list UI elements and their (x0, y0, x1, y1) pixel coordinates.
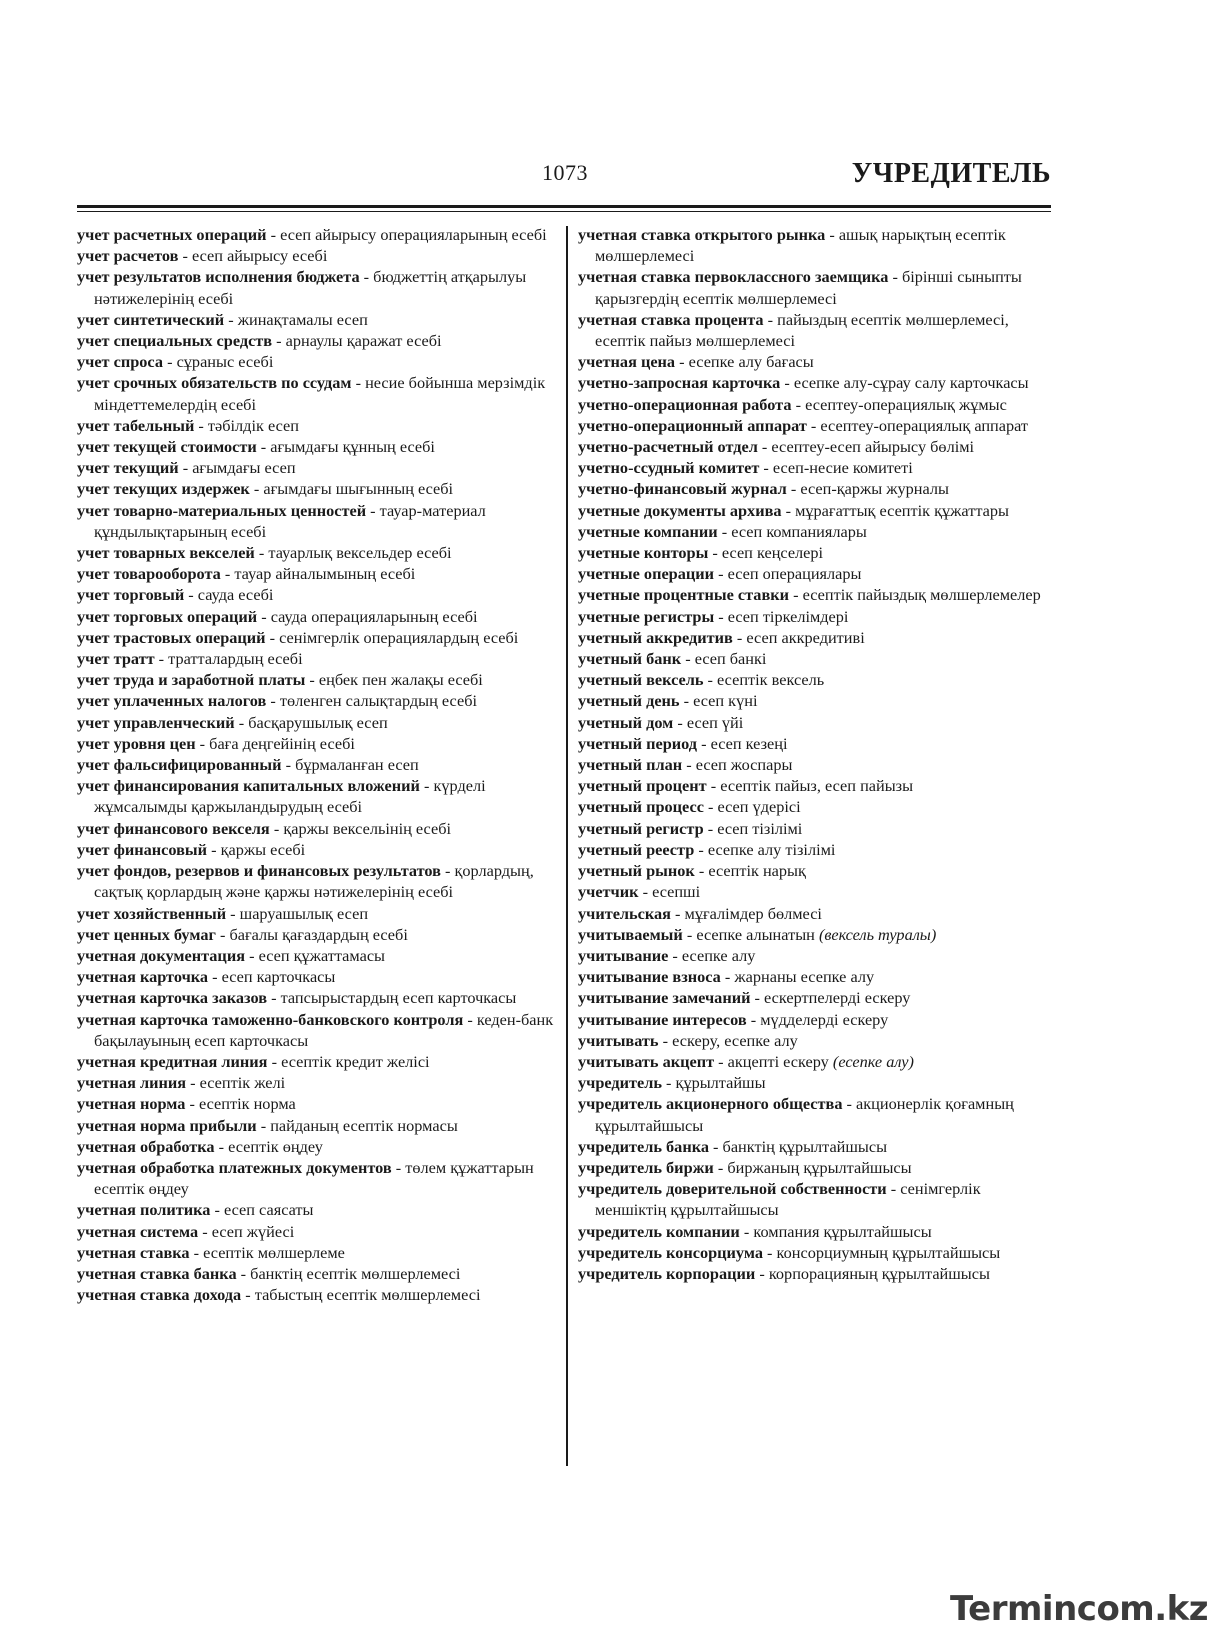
entry-term: учет текущих издержек (77, 479, 250, 499)
entry-term: учетный банк (578, 649, 682, 669)
entry-definition: есеп-қаржы журналы (800, 479, 949, 499)
entry-definition: есептеу-операциялық аппарат (820, 415, 1029, 435)
entry-term: учет управленческий (77, 712, 235, 732)
dictionary-entry: учетная документация - есеп құжаттамасы (77, 945, 385, 965)
dictionary-entry: учредитель - құрылтайшы (578, 1073, 766, 1093)
dictionary-entry: учет расчетных операций - есеп айырысу операцияларының есебі (77, 225, 547, 244)
dictionary-entry: учет финансового векселя - қаржы вексельінің есебі (77, 818, 452, 838)
dictionary-entry: учредитель компании - компания құрылтайшысы (578, 1221, 932, 1241)
entry-term: учетная кредитная линия (77, 1051, 268, 1071)
entry-definition: табыстың есептік мөлшерлемесі (254, 1285, 481, 1305)
entry-definition: тауар-материал құндылықтарының есебі (94, 500, 486, 541)
dictionary-entry: учет товарных векселей - тауарлық вексельдер есебі (77, 543, 452, 563)
entry-term: учетная ставка банка (77, 1263, 237, 1283)
entry-term: учредитель корпорации (578, 1263, 756, 1283)
dictionary-entry: учетно-операционная работа - есептеу-операциялық жұмыс (578, 394, 1007, 414)
entry-definition: есептеу-операциялық жұмыс (805, 394, 1007, 414)
entry-definition: ағымдағы есеп (192, 458, 296, 478)
dictionary-entry: учетная обработка платежных документов - төлем құжаттарын есептік өңдеу (77, 1157, 534, 1199)
entry-term: учредитель доверительной собственности (578, 1179, 887, 1199)
dictionary-entry: учет торговый - сауда есебі (77, 585, 274, 605)
dictionary-entry: учетно-запросная карточка - есепке алу-сұрау салу карточкасы (578, 373, 1029, 393)
entry-definition: төлем құжаттарын есептік өңдеу (94, 1157, 534, 1199)
dictionary-entry: учетные операции - есеп операциялары (578, 564, 862, 584)
entry-definition: есеп тіркелімдері (727, 606, 849, 626)
entry-definition: басқарушылық есеп (248, 712, 388, 732)
dictionary-entry: учитывание взноса - жарнаны есепке алу (578, 967, 875, 987)
dictionary-entry: учредитель консорциума - консорциумның құрылтайшысы (578, 1242, 1001, 1262)
entry-definition: ескертпелерді ескеру (764, 988, 911, 1008)
entry-term: учетная ставка дохода (77, 1285, 242, 1305)
entry-term: учетная система (77, 1221, 199, 1241)
entry-term: учет тратт (77, 649, 155, 669)
entry-definition: шаруашылық есеп (239, 903, 369, 923)
entry-definition: есепші (652, 882, 701, 902)
entry-definition: арнаулы қаражат есебі (285, 331, 442, 351)
entry-term: учительская (578, 903, 671, 923)
dictionary-entry: учет трастовых операций - сенімгерлік операциялардың есебі (77, 627, 519, 647)
entry-definition: есепке алу-сұрау салу карточкасы (793, 373, 1029, 393)
entry-term: учредитель (578, 1073, 662, 1093)
entry-definition: есептеу-есеп айырысу бөлімі (771, 437, 975, 457)
entry-definition: есептік вексель (717, 670, 825, 690)
entry-definition: есеп күні (693, 691, 758, 711)
entry-definition: сауда операцияларының есебі (270, 606, 478, 626)
dictionary-entry: учет тратт - тратталардың есебі (77, 649, 303, 669)
entry-term: учетная норма (77, 1094, 186, 1114)
entry-term: учет синтетический (77, 309, 225, 329)
entry-definition: қаржы вексельінің есебі (283, 818, 452, 838)
dictionary-entry: учет расчетов - есеп айырысу есебі (77, 246, 328, 266)
entry-term: учетная линия (77, 1073, 187, 1093)
dictionary-entry: учитываемый - есепке алынатын (вексель туралы) (578, 924, 937, 944)
dictionary-entry: учет труда и заработной платы - еңбек пен жалақы есебі (77, 670, 483, 690)
entry-definition: есептік норма (198, 1094, 296, 1114)
entry-definition: пайданың есептік нормасы (270, 1115, 458, 1135)
entry-definition: есеп үйі (686, 712, 744, 732)
entry-definition: корпорацияның құрылтайшысы (768, 1263, 990, 1283)
header-rule-thick (77, 205, 1051, 208)
entry-definition: есеп компаниялары (731, 521, 867, 541)
entry-term: учетная карточка (77, 967, 209, 987)
entry-term: учетные компании (578, 521, 718, 541)
entry-term: учетные документы архива (578, 500, 782, 520)
dictionary-entry: учет табельный - тәбілдік есеп (77, 415, 299, 435)
dictionary-entry: учетный вексель - есептік вексель (578, 670, 825, 690)
entry-definition: тәбілдік есеп (207, 415, 299, 435)
entry-definition: есеп құжаттамасы (258, 945, 385, 965)
entry-term: учитывать акцепт (578, 1051, 715, 1071)
entry-definition: банктің құрылтайшысы (722, 1136, 888, 1156)
dictionary-entry: учитывать - ескеру, есепке алу (578, 1030, 798, 1050)
dictionary-entry: учет ценных бумаг - бағалы қағаздардың есебі (77, 924, 408, 944)
entry-term: учетный дом (578, 712, 674, 732)
entry-term: учет расчетов (77, 246, 179, 266)
entry-definition: есепке алу тізілімі (707, 839, 836, 859)
dictionary-entry: учетный регистр - есеп тізілімі (578, 818, 803, 838)
entry-definition: есеп аккредитиві (746, 627, 865, 647)
dictionary-entry: учетный период - есеп кезеңі (578, 733, 788, 753)
entry-definition: есеп тізілімі (717, 818, 803, 838)
entry-term: учет результатов исполнения бюджета (77, 267, 360, 287)
dictionary-entry: учитывание замечаний - ескертпелерді ескеру (578, 988, 911, 1008)
entry-term: учетная ставка открытого рынка (578, 225, 826, 244)
entry-term: учетная политика (77, 1200, 211, 1220)
dictionary-entry: учет срочных обязательств по ссудам - несие бойынша мерзімдік міндеттемелердің есебі (77, 373, 546, 414)
dictionary-entry: учетно-финансовый журнал - есеп-қаржы журналы (578, 479, 949, 499)
entry-definition: есептік мөлшерлеме (203, 1242, 345, 1262)
entry-term: учет хозяйственный (77, 903, 227, 923)
dictionary-entry: учетный аккредитив - есеп аккредитиві (578, 627, 865, 647)
dictionary-entry: учетная обработка - есептік өңдеу (77, 1136, 323, 1156)
dictionary-entry: учитывание интересов - мүдделерді ескеру (578, 1009, 889, 1029)
dictionary-entry: учетная норма прибыли - пайданың есептік нормасы (77, 1115, 458, 1135)
entry-term: учитывание взноса (578, 967, 721, 987)
dictionary-entry: учетчик - есепші (578, 882, 701, 902)
dictionary-entry: учетный план - есеп жоспары (578, 755, 793, 775)
entry-definition: есептік кредит желісі (281, 1051, 430, 1071)
dictionary-entry: учредитель корпорации - корпорацияның құрылтайшысы (578, 1263, 990, 1283)
dictionary-entry: учетная политика - есеп саясаты (77, 1200, 314, 1220)
entry-definition: жинақтамалы есеп (237, 309, 368, 329)
entry-definition: бұрмаланған есеп (295, 755, 419, 775)
entry-term: учет трастовых операций (77, 627, 266, 647)
entry-term: учетный процесс (578, 797, 704, 817)
entry-term: учитываемый (578, 924, 683, 944)
entry-term: учетный регистр (578, 818, 704, 838)
entry-term: учредитель компании (578, 1221, 740, 1241)
dictionary-entry: учет фальсифицированный - бұрмаланған есеп (77, 755, 419, 775)
entry-definition: есеп жүйесі (211, 1221, 295, 1241)
dictionary-entry: учет уровня цен - баға деңгейінің есебі (77, 733, 355, 753)
entry-term: учет спроса (77, 352, 163, 372)
dictionary-entry: учетный реестр - есепке алу тізілімі (578, 839, 836, 859)
entry-definition: мұрағаттық есептік құжаттары (795, 500, 1009, 520)
entry-term: учет труда и заработной платы (77, 670, 306, 690)
dictionary-entry: учительская - мұғалімдер бөлмесі (578, 903, 822, 923)
entry-term: учетные процентные ставки (578, 585, 790, 605)
entry-definition: бағалы қағаздардың есебі (229, 924, 408, 944)
dictionary-entry: учредитель биржи - биржаның құрылтайшысы (578, 1157, 912, 1177)
dictionary-entry: учетная линия - есептік желі (77, 1073, 286, 1093)
entry-definition: есеп операциялары (727, 564, 862, 584)
entry-definition: төленген салықтардың есебі (279, 691, 477, 711)
entry-definition: кеден-банк бақылауының есеп карточкасы (94, 1009, 554, 1050)
dictionary-entry: учетная система - есеп жүйесі (77, 1221, 295, 1241)
entry-term: учредитель консорциума (578, 1242, 763, 1262)
entry-definition: несие бойынша мерзімдік міндеттемелердің есебі (94, 373, 546, 414)
dictionary-entry: учетные конторы - есеп кеңселері (578, 543, 824, 563)
entry-definition: есеп жоспары (695, 755, 793, 775)
entry-definition: тауар айналымының есебі (234, 564, 416, 584)
entry-term: учетно-запросная карточка (578, 373, 781, 393)
entry-term: учет финансового векселя (77, 818, 270, 838)
entry-term: учитывание замечаний (578, 988, 751, 1008)
entry-definition: банктің есептік мөлшерлемесі (250, 1263, 461, 1283)
dictionary-entry: учетный рынок - есептік нарық (578, 861, 806, 881)
entry-term: учетно-операционный аппарат (578, 415, 807, 435)
entry-definition: есептік желі (199, 1073, 286, 1093)
dictionary-entry: учитывать акцепт - акцепті ескеру (есепке алу) (578, 1051, 914, 1071)
entry-term: учетная документация (77, 945, 246, 965)
entry-term: учетная цена (578, 352, 676, 372)
entry-term: учредитель биржи (578, 1157, 714, 1177)
entry-term: учредитель банка (578, 1136, 709, 1156)
dictionary-entry: учетные регистры - есеп тіркелімдері (578, 606, 849, 626)
dictionary-entry: учетные компании - есеп компаниялары (578, 521, 867, 541)
entry-definition: есеп айырысу операцияларының есебі (280, 225, 547, 244)
dictionary-entry: учет результатов исполнения бюджета - бюджеттің атқарылуы нәтижелерінің есебі (77, 267, 527, 308)
entry-term: учетная ставка (77, 1242, 190, 1262)
dictionary-entry: учет спроса - сұраныс есебі (77, 352, 274, 372)
entry-term: учет текущей стоимости (77, 437, 257, 457)
entry-definition: сауда есебі (197, 585, 274, 605)
dictionary-entry: учетная ставка - есептік мөлшерлеме (77, 1242, 345, 1262)
entry-term: учитывать (578, 1030, 659, 1050)
right-column (578, 224, 1054, 1284)
entry-definition: тратталардың есебі (168, 649, 303, 669)
dictionary-entry: учет текущей стоимости - ағымдағы құнның есебі (77, 437, 435, 457)
dictionary-entry: учетная норма - есептік норма (77, 1094, 296, 1114)
entry-definition: компания құрылтайшысы (753, 1221, 932, 1241)
entry-definition: қаржы есебі (220, 839, 306, 859)
dictionary-entry: учетная карточка - есеп карточкасы (77, 967, 336, 987)
entry-term: учет финансовый (77, 839, 208, 859)
entry-term: учет торговый (77, 585, 185, 605)
entry-term: учет фондов, резервов и финансовых результатов (77, 861, 441, 881)
entry-term: учетная норма прибыли (77, 1115, 257, 1135)
entry-definition: сұраныс есебі (176, 352, 274, 372)
dictionary-entry: учетные документы архива - мұрағаттық есептік құжаттары (578, 500, 1009, 520)
entry-definition: мұғалімдер бөлмесі (684, 903, 822, 923)
entry-definition: есептік пайыз, есеп пайызы (720, 776, 914, 796)
entry-definition: бірінші сыныпты қарызгердің есептік мөлшерлемесі (595, 267, 1022, 308)
entry-term: учет расчетных операций (77, 225, 267, 244)
entry-definition: мүдделерді ескеру (760, 1009, 889, 1029)
entry-term: учетный аккредитив (578, 627, 733, 647)
entry-term: учетный вексель (578, 670, 704, 690)
column-divider (566, 226, 568, 1466)
entry-definition: ағымдағы құнның есебі (270, 437, 435, 457)
dictionary-entry: учредитель акционерного общества - акционерлік қоғамның құрылтайшысы (578, 1094, 1014, 1135)
entry-term: учитывание интересов (578, 1009, 747, 1029)
dictionary-entry: учет товарооборота - тауар айналымының есебі (77, 564, 416, 584)
dictionary-entry: учетный дом - есеп үйі (578, 712, 744, 732)
entry-term: учет табельный (77, 415, 195, 435)
entry-note: (есепке алу) (832, 1051, 914, 1071)
entry-definition: есеп кезеңі (710, 733, 788, 753)
entry-definition: есеп банкі (694, 649, 767, 669)
entry-definition: қорлардың, сақтық қорлардың және қаржы нәтижелерінің есебі (94, 861, 534, 902)
entry-term: учетная карточка заказов (77, 988, 268, 1008)
dictionary-entry: учетная карточка таможенно-банковского контроля - кеден-банк бақылауының есеп карточкасы (77, 1009, 554, 1050)
entry-term: учетные конторы (578, 543, 709, 563)
dictionary-entry: учет текущий - ағымдағы есеп (77, 458, 296, 478)
entry-definition: есеп-несие комитеті (772, 458, 913, 478)
entry-definition: есеп үдерісі (717, 797, 801, 817)
dictionary-entry: учетно-расчетный отдел - есептеу-есеп айырысу бөлімі (578, 437, 975, 457)
termincom-logo[interactable] (950, 1589, 1208, 1633)
dictionary-entry: учет финансирования капитальных вложений - күрделі жұмсалымды қаржыландырудың есебі (77, 776, 486, 817)
dictionary-entry: учет товарно-материальных ценностей - тауар-материал құндылықтарының есебі (77, 500, 486, 541)
dictionary-entry: учетно-ссудный комитет - есеп-несие комитеті (578, 458, 913, 478)
entry-term: учетный план (578, 755, 683, 775)
entry-definition: ашық нарықтың есептік мөлшерлемесі (595, 225, 1006, 266)
dictionary-entry: учетная ставка процента - пайыздың есептік мөлшерлемесі, есептік пайыз мөлшерлемесі (578, 309, 1009, 351)
dictionary-entry: учет хозяйственный - шаруашылық есеп (77, 903, 369, 923)
dictionary-entry: учет специальных средств - арнаулы қаражат есебі (77, 331, 442, 351)
entry-term: учет товарно-материальных ценностей (77, 500, 367, 520)
entry-term: учет срочных обязательств по ссудам (77, 373, 352, 393)
entry-definition: сенімгерлік операциялардың есебі (279, 627, 519, 647)
entry-term: учет торговых операций (77, 606, 258, 626)
entry-term: учетно-финансовый журнал (578, 479, 787, 499)
dictionary-entry: учетная цена - есепке алу бағасы (578, 352, 814, 372)
dictionary-entry: учет управленческий - басқарушылық есеп (77, 712, 388, 732)
logo-text: Termincom.kz (950, 1589, 1208, 1629)
entry-term: учет специальных средств (77, 331, 273, 351)
entry-definition: есепке алу бағасы (688, 352, 814, 372)
dictionary-entry: учетная ставка дохода - табыстың есептік мөлшерлемесі (77, 1285, 481, 1305)
entry-term: учет товарооборота (77, 564, 221, 584)
dictionary-entry: учетный день - есеп күні (578, 691, 758, 711)
entry-definition: есептік нарық (708, 861, 806, 881)
dictionary-entry: учетная карточка заказов - тапсырыстардың есеп карточкасы (77, 988, 517, 1008)
entry-definition: жарнаны есепке алу (734, 967, 875, 987)
entry-definition: пайыздың есептік мөлшерлемесі, есептік пайыз мөлшерлемесі (595, 309, 1009, 351)
entry-term: учетная карточка таможенно-банковского контроля (77, 1009, 464, 1029)
dictionary-entry: учетная кредитная линия - есептік кредит желісі (77, 1051, 430, 1071)
left-column (77, 224, 557, 1305)
running-head: УЧРЕДИТЕЛЬ (851, 158, 1051, 189)
entry-term: учетные регистры (578, 606, 715, 626)
entry-definition: ескеру, есепке алу (672, 1030, 798, 1050)
dictionary-entry: учетный процент - есептік пайыз, есеп пайызы (578, 776, 914, 796)
entry-term: учет текущий (77, 458, 179, 478)
dictionary-entry: учитывание - есепке алу (578, 945, 756, 965)
entry-term: учетчик (578, 882, 639, 902)
entry-note: (вексель туралы) (818, 924, 937, 944)
entry-term: учетный процент (578, 776, 707, 796)
entry-definition: есеп карточкасы (221, 967, 336, 987)
entry-definition: тапсырыстардың есеп карточкасы (280, 988, 517, 1008)
dictionary-entry: учет текущих издержек - ағымдағы шығынның есебі (77, 479, 454, 499)
entry-term: учетная ставка первоклассного заемщика (578, 267, 889, 287)
dictionary-entry: учетные процентные ставки - есептік пайыздық мөлшерлемелер (578, 585, 1041, 605)
entry-definition: акцепті ескеру (727, 1051, 829, 1071)
entry-term: учет уровня цен (77, 733, 196, 753)
entry-definition: консорциумның құрылтайшысы (776, 1242, 1001, 1262)
entry-term: учетно-операционная работа (578, 394, 792, 414)
entry-definition: есеп саясаты (223, 1200, 314, 1220)
entry-definition: есепке алу (681, 945, 756, 965)
entry-definition: еңбек пен жалақы есебі (318, 670, 483, 690)
entry-term: учетно-ссудный комитет (578, 458, 760, 478)
dictionary-entry: учетная ставка банка - банктің есептік мөлшерлемесі (77, 1263, 461, 1283)
entry-definition: акционерлік қоғамның құрылтайшысы (595, 1094, 1014, 1135)
entry-definition: есеп айырысу есебі (192, 246, 328, 266)
dictionary-entry: учет финансовый - қаржы есебі (77, 839, 306, 859)
dictionary-entry: учредитель банка - банктің құрылтайшысы (578, 1136, 888, 1156)
entry-definition: құрылтайшы (675, 1073, 766, 1093)
entry-term: учет финансирования капитальных вложений (77, 776, 420, 796)
entry-term: учетный день (578, 691, 680, 711)
entry-term: учетный рынок (578, 861, 695, 881)
entry-definition: есепке алынатын (696, 924, 815, 944)
entry-definition: ағымдағы шығынның есебі (263, 479, 454, 499)
entry-term: учетно-расчетный отдел (578, 437, 758, 457)
dictionary-entry: учетный процесс - есеп үдерісі (578, 797, 801, 817)
entry-definition: есептік өңдеу (228, 1136, 323, 1156)
entry-definition: баға деңгейінің есебі (209, 733, 355, 753)
dictionary-entry: учетно-операционный аппарат - есептеу-операциялық аппарат (578, 415, 1029, 435)
dictionary-entry: учет фондов, резервов и финансовых результатов - қорлардың, сақтық қорлардың және қаржы нәтижелерінің есебі (77, 861, 534, 902)
entry-term: учредитель акционерного общества (578, 1094, 843, 1114)
entry-term: учет фальсифицированный (77, 755, 282, 775)
dictionary-entry: учет синтетический - жинақтамалы есеп (77, 309, 368, 329)
entry-term: учетный реестр (578, 839, 695, 859)
header-rule-thin (77, 211, 1051, 212)
entry-term: учитывание (578, 945, 669, 965)
dictionary-entry: учет торговых операций - сауда операцияларының есебі (77, 606, 478, 626)
entry-term: учет товарных векселей (77, 543, 255, 563)
entry-term: учетная обработка платежных документов (77, 1157, 392, 1177)
entry-term: учетные операции (578, 564, 715, 584)
dictionary-entry: учетный банк - есеп банкі (578, 649, 767, 669)
entry-term: учет ценных бумаг (77, 924, 216, 944)
dictionary-entry: учетная ставка открытого рынка - ашық нарықтың есептік мөлшерлемесі (578, 225, 1006, 266)
entry-definition: тауарлық вексельдер есебі (268, 543, 452, 563)
entry-term: учетная ставка процента (578, 309, 764, 329)
entry-definition: есеп кеңселері (721, 543, 824, 563)
entry-term: учетная обработка (77, 1136, 215, 1156)
dictionary-entry: учредитель доверительной собственности - сенімгерлік меншіктің құрылтайшысы (578, 1179, 981, 1220)
entry-definition: есептік пайыздық мөлшерлемелер (802, 585, 1041, 605)
page-number: 1073 (542, 160, 588, 185)
dictionary-entry: учетная ставка первоклассного заемщика - бірінші сыныпты қарызгердің есептік мөлшерлемесі (578, 267, 1022, 308)
entry-term: учет уплаченных налогов (77, 691, 267, 711)
entry-definition: бюджеттің атқарылуы нәтижелерінің есебі (94, 267, 527, 308)
entry-definition: күрделі жұмсалымды қаржыландырудың есебі (94, 776, 486, 817)
entry-definition: биржаның құрылтайшысы (727, 1157, 912, 1177)
entry-definition: сенімгерлік меншіктің құрылтайшысы (595, 1179, 981, 1220)
dictionary-entry: учет уплаченных налогов - төленген салықтардың есебі (77, 691, 477, 711)
entry-term: учетный период (578, 733, 698, 753)
